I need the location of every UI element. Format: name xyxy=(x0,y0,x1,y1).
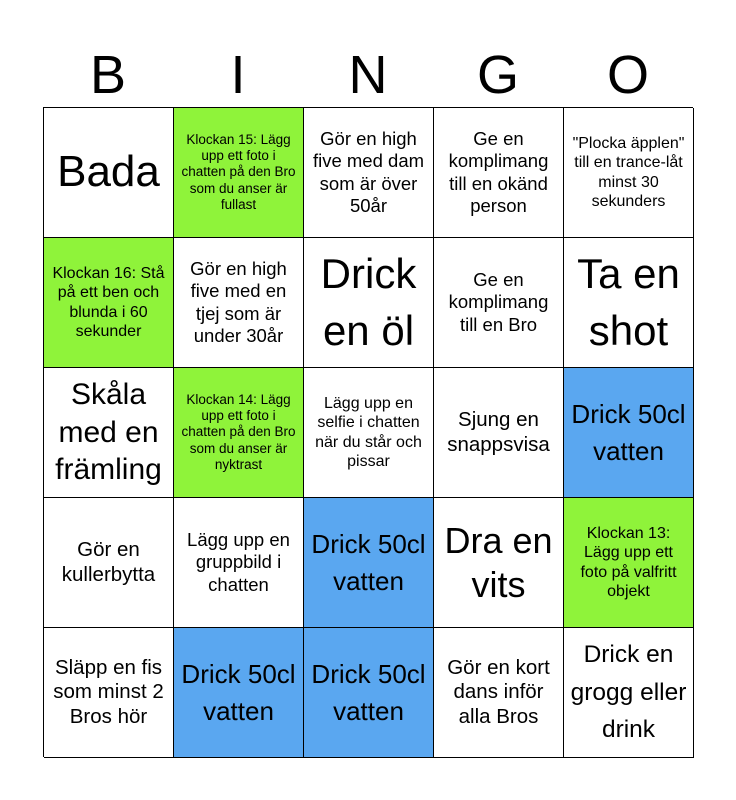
bingo-cell-r1-c1[interactable]: Gör en high five med en tjej som är under 30år xyxy=(174,238,304,368)
bingo-cell-r3-c0[interactable]: Gör en kullerbytta xyxy=(44,498,174,628)
bingo-cell-r2-c0[interactable]: Skåla med en främling xyxy=(44,368,174,498)
bingo-cell-r2-c2[interactable]: Lägg upp en selfie i chatten när du står och pissar xyxy=(304,368,434,498)
bingo-cell-r0-c2[interactable]: Gör en high five med dam som är över 50år xyxy=(304,108,434,238)
header-letter-i: I xyxy=(230,45,246,105)
bingo-cell-r0-c4[interactable]: "Plocka äpplen" till en trance-låt minst 30 sekunders xyxy=(564,108,694,238)
header-letter-o: O xyxy=(606,45,649,105)
bingo-cell-r4-c2[interactable]: Drick 50cl vatten xyxy=(304,628,434,758)
header-letter-n: N xyxy=(348,45,388,105)
bingo-cell-r2-c1[interactable]: Klockan 14: Lägg upp ett foto i chatten på den Bro som du anser är nyktrast xyxy=(174,368,304,498)
header-letter-g: G xyxy=(476,45,519,105)
bingo-cell-r0-c3[interactable]: Ge en komplimang till en okänd person xyxy=(434,108,564,238)
bingo-cell-r1-c4[interactable]: Ta en shot xyxy=(564,238,694,368)
bingo-cell-r3-c4[interactable]: Klockan 13: Lägg upp ett foto på valfritt objekt xyxy=(564,498,694,628)
bingo-cell-r3-c2[interactable]: Drick 50cl vatten xyxy=(304,498,434,628)
bingo-cell-r1-c2[interactable]: Drick en öl xyxy=(304,238,434,368)
bingo-cell-r4-c0[interactable]: Släpp en fis som minst 2 Bros hör xyxy=(44,628,174,758)
bingo-cell-r4-c3[interactable]: Gör en kort dans inför alla Bros xyxy=(434,628,564,758)
bingo-cell-r3-c1[interactable]: Lägg upp en gruppbild i chatten xyxy=(174,498,304,628)
bingo-cell-r3-c3[interactable]: Dra en vits xyxy=(434,498,564,628)
bingo-cell-r1-c3[interactable]: Ge en komplimang till en Bro xyxy=(434,238,564,368)
bingo-cell-r0-c1[interactable]: Klockan 15: Lägg upp ett foto i chatten på den Bro som du anser är fullast xyxy=(174,108,304,238)
bingo-cell-r2-c4[interactable]: Drick 50cl vatten xyxy=(564,368,694,498)
bingo-cell-r0-c0[interactable]: Bada xyxy=(44,108,174,238)
bingo-cell-r2-c3[interactable]: Sjung en snappsvisa xyxy=(434,368,564,498)
header-letter-b: B xyxy=(89,45,127,105)
bingo-cell-r1-c0[interactable]: Klockan 16: Stå på ett ben och blunda i 60 sekunder xyxy=(44,238,174,368)
bingo-cell-r4-c1[interactable]: Drick 50cl vatten xyxy=(174,628,304,758)
bingo-board xyxy=(43,107,693,757)
bingo-header xyxy=(43,40,693,110)
bingo-cell-r4-c4[interactable]: Drick en grogg eller drink xyxy=(564,628,694,758)
